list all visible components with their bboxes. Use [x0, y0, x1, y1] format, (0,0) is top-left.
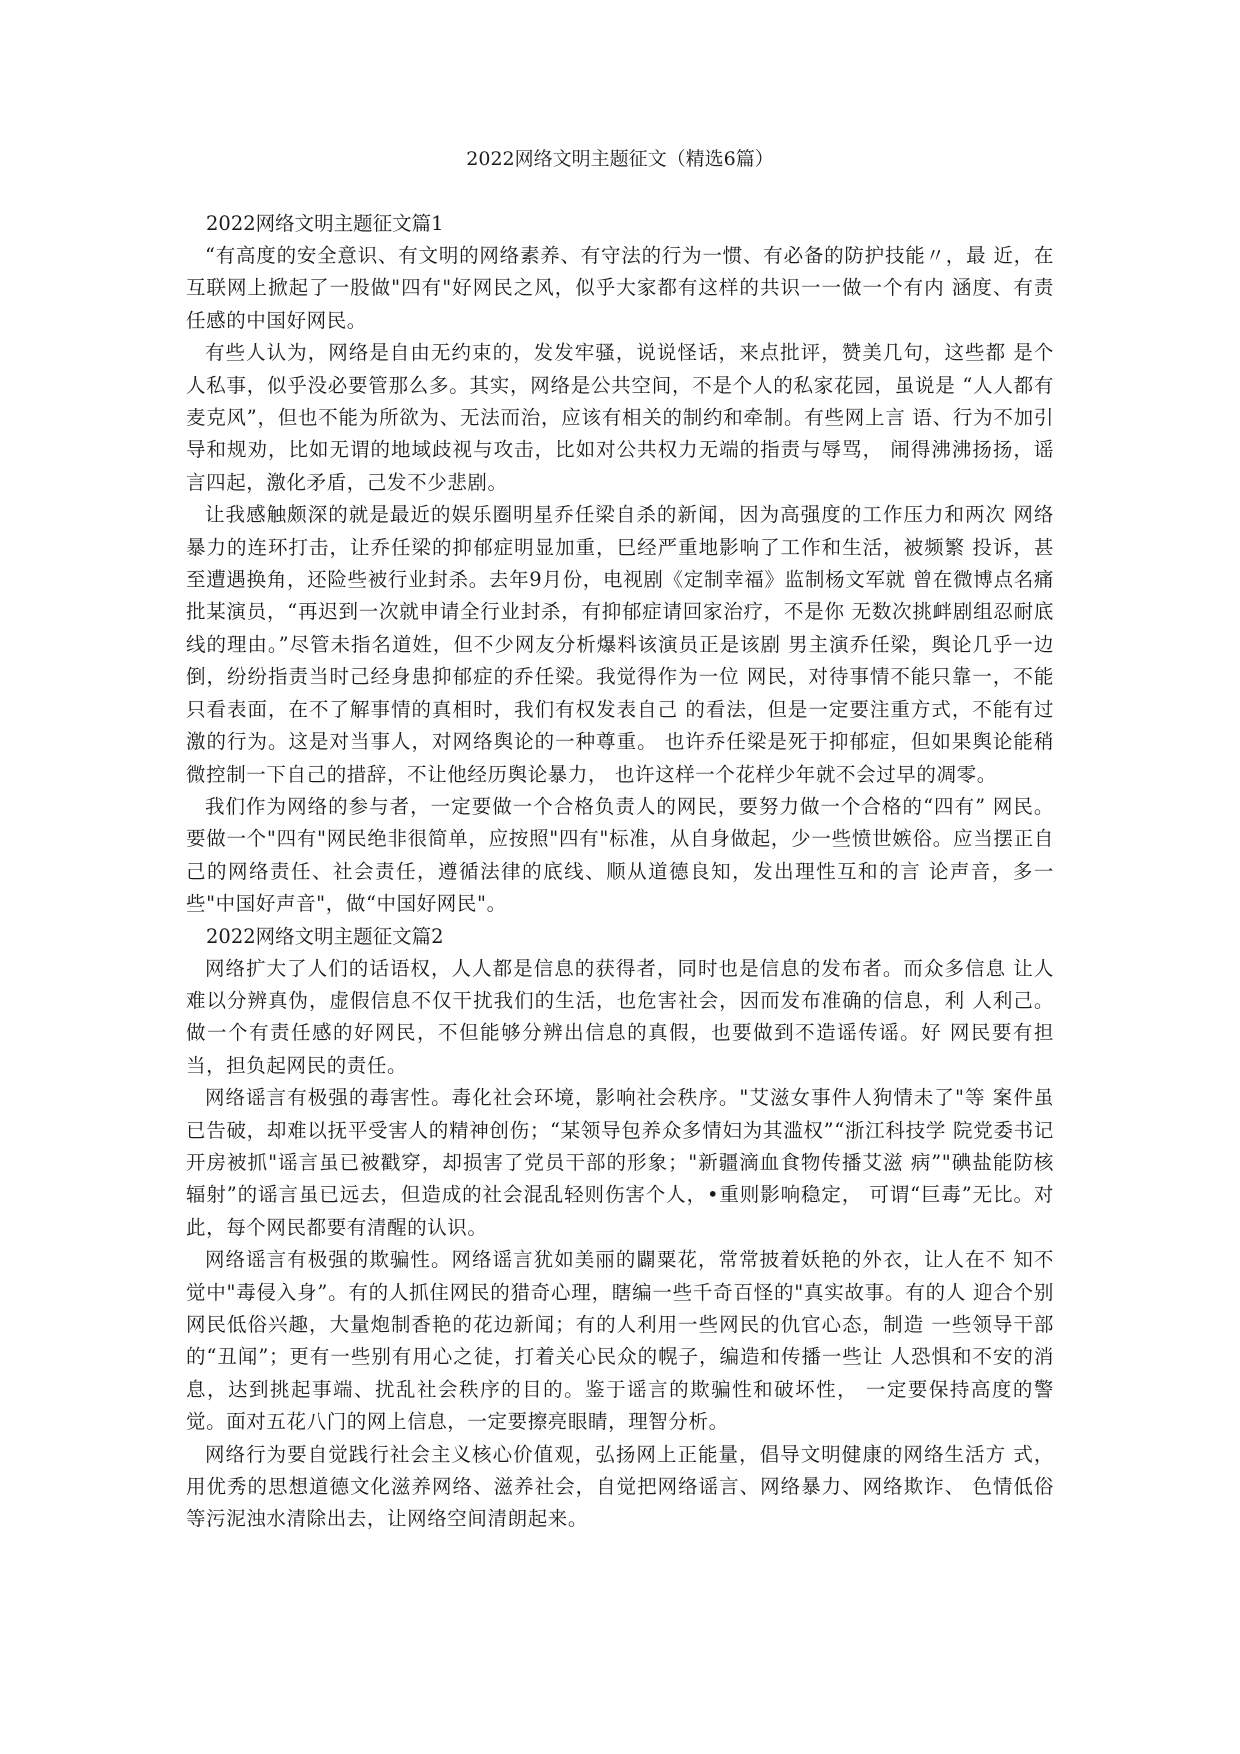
- paragraph: 网络行为要自觉践行社会主义核心价值观，弘扬网上正能量，倡导文明健康的网络生活方 式，用优秀的思想道德文化滋养网络、滋养社会，自觉把网络谣言、网络暴力、网络欺诈、 色情低俗等污泥浊水清除出去，让网络空间清朗起来。: [186, 1442, 1054, 1531]
- paragraph: “有高度的安全意识、有文明的网络素养、有守法的行为一惯、有必备的防护技能〃，最 近，在互联网上掀起了一股做"四有"好网民之风，似乎大家都有这样的共识一一做一个有内 涵度、有责任感的中国好网民。: [186, 244, 1054, 332]
- paragraph: 我们作为网络的参与者，一定要做一个合格负责人的网民，要努力做一个合格的“四有” 网民。要做一个"四有"网民绝非很简单，应按照"四有"标准，从自身做起，少一些愤世嫉俗。应当摆正自己的网络责任、社会责任，遵循法律的底线、顺从道德良知，发出理性互和的言 论声音，多一些"中国好声音"，做“中国好网民"。: [186, 794, 1054, 916]
- document-title: 2022网络文明主题征文（精选6篇）: [466, 148, 774, 170]
- section-heading: 2022网络文明主题征文篇1: [206, 212, 444, 235]
- paragraph: 网络谣言有极强的欺骗性。网络谣言犹如美丽的闢粟花，常常披着妖艳的外衣，让人在不 知不觉中"毒侵入身”。有的人抓住网民的猎奇心理，瞎编一些千奇百怪的"真实故事。有的人 迎合个别网民低俗兴趣，大量炮制香艳的花边新闻；有的人利用一些网民的仇官心态，制造 一些领导干部的“丑闻”；更有一些别有用心之徒，打着关心民众的幌子，编造和传播一些让 人恐惧和不安的消息，达到挑起事端、扰乱社会秩序的目的。鉴于谣言的欺骗性和破坏性， 一定要保持高度的警觉。面对五花八门的网上信息，一定要擦亮眼睛，理智分析。: [186, 1248, 1054, 1434]
- section-2: [186, 921, 1054, 1536]
- section-1: [186, 208, 1054, 921]
- paragraph: 网络谣言有极强的毒害性。毒化社会环境，影响社会秩序。"艾滋女事件人狗情未了"等 案件虽已告破，却难以抚平受害人的精神创伤；“某领导包养众多情妇为其滥权”“浙江科技学 院党委书记开房被抓"谣言虽已被戳穿，却损害了党员干部的形象；"新疆滴血食物传播艾滋 病”"碘盐能防核辐射”的谣言虽已远去，但造成的社会混乱轻则伤害个人，•重则影响稳定， 可谓“巨毒”无比。对此，每个网民都要有清醒的认识。: [186, 1086, 1054, 1239]
- document-body: [186, 208, 1054, 1536]
- paragraph: 有些人认为，网络是自由无约束的，发发牢骚，说说怪话，来点批评，赞美几句，这些都 是个人私事，似乎没必要管那么多。其实，网络是公共空间，不是个人的私家花园，虽说是 “人人都有麦克风”，但也不能为所欲为、无法而治，应该有相关的制约和牵制。有些网上言 语、行为不加引导和规劝，比如无谓的地域歧视与攻击，比如对公共权力无端的指责与辱骂， 闹得沸沸扬扬，谣言四起，激化矛盾，己发不少悲剧。: [186, 341, 1054, 494]
- paragraph: 网络扩大了人们的话语权，人人都是信息的获得者，同时也是信息的发布者。而众多信息 让人难以分辨真伪，虚假信息不仅干扰我们的生活，也危害社会，因而发布准确的信息，利 人利己。做一个有责任感的好网民，不但能够分辨出信息的真假，也要做到不造谣传谣。好 网民要有担当，担负起网民的责任。: [186, 956, 1054, 1077]
- paragraph: 让我感触颇深的就是最近的娱乐圈明星乔任梁自杀的新闻，因为高强度的工作压力和两次 网络暴力的连环打击，让乔任梁的抑郁症明显加重，巳经严重地影响了工作和生活，被频繁 投诉，甚至遭遇换角，还险些被行业封杀。去年9月份，电视剧《定制幸福》监制杨文军就 曾在微博点名痛批某演员，“再迟到一次就申请全行业封杀，有抑郁症请回家治疗，不是你 无数次挑衅剧组忍耐底线的理由。”尽管未指名道姓，但不少网友分析爆料该演员正是该剧 男主演乔任梁，舆论几乎一边倒，纷纷指责当时己经身患抑郁症的乔任梁。我觉得作为一位 网民，对待事情不能只靠一，不能只看表面，在不了解事情的真相时，我们有权发表自己 的看法，但是一定要注重方式，不能有过激的行为。这是对当事人，对网络舆论的一种尊重。 也许乔任梁是死于抑郁症，但如果舆论能稍微控制一下自己的措辞，不让他经历舆论暴力， 也许这样一个花样少年就不会过早的凋零。: [186, 503, 1054, 786]
- section-heading: 2022网络文明主题征文篇2: [206, 924, 444, 948]
